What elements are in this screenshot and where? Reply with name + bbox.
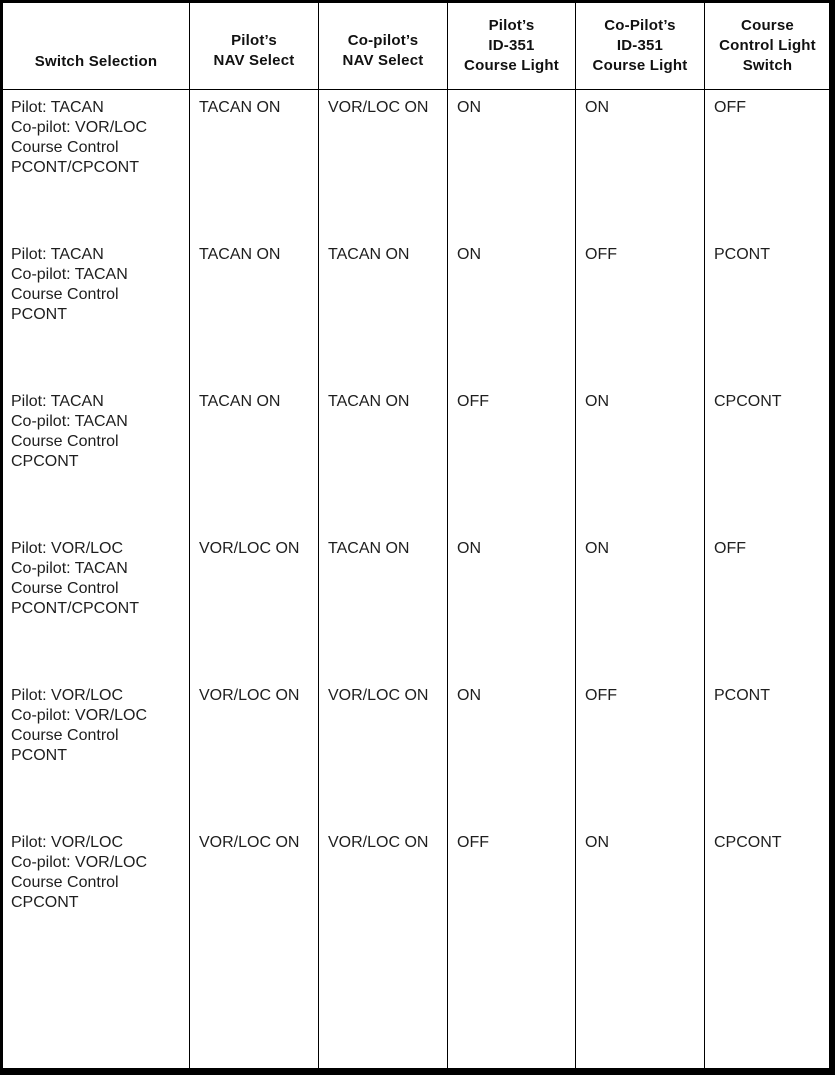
header-copilot-nav-select: Co-pilot’s NAV Select [319, 3, 448, 90]
header-course-control-light-switch: Course Control Light Switch [705, 3, 831, 90]
cell-pilot-light: ON [448, 531, 576, 678]
cell-copilot-nav: TACAN ON [319, 237, 448, 384]
cell-light-switch: CPCONT [705, 825, 831, 1069]
cell-pilot-nav: TACAN ON [190, 384, 319, 531]
cell-pilot-light: ON [448, 237, 576, 384]
cell-copilot-light: ON [576, 825, 705, 1069]
table-row [3, 531, 831, 678]
cell-pilot-nav: TACAN ON [190, 90, 319, 238]
cell-copilot-nav: TACAN ON [319, 384, 448, 531]
cell-copilot-nav: VOR/LOC ON [319, 825, 448, 1069]
cell-copilot-light: ON [576, 90, 705, 238]
table-row [3, 90, 831, 238]
cell-pilot-light: OFF [448, 825, 576, 1069]
cell-copilot-light: ON [576, 531, 705, 678]
cell-copilot-nav: VOR/LOC ON [319, 90, 448, 238]
cell-pilot-light: ON [448, 678, 576, 825]
cell-switch-selection: Pilot: VOR/LOC Co-pilot: VOR/LOC Course Control CPCONT [3, 825, 190, 1069]
header-pilot-course-light: Pilot’s ID-351 Course Light [448, 3, 576, 90]
cell-switch-selection: Pilot: VOR/LOC Co-pilot: TACAN Course Control PCONT/CPCONT [3, 531, 190, 678]
table-row [3, 825, 831, 1069]
cell-copilot-nav: VOR/LOC ON [319, 678, 448, 825]
cell-light-switch: PCONT [705, 237, 831, 384]
cell-switch-selection: Pilot: TACAN Co-pilot: TACAN Course Control CPCONT [3, 384, 190, 531]
cell-light-switch: CPCONT [705, 384, 831, 531]
cell-copilot-light: ON [576, 384, 705, 531]
table-header-row [3, 3, 831, 90]
cell-copilot-light: OFF [576, 237, 705, 384]
header-copilot-course-light: Co-Pilot’s ID-351 Course Light [576, 3, 705, 90]
header-pilot-nav-select: Pilot’s NAV Select [190, 3, 319, 90]
cell-copilot-nav: TACAN ON [319, 531, 448, 678]
table-row [3, 678, 831, 825]
cell-pilot-nav: VOR/LOC ON [190, 678, 319, 825]
cell-pilot-nav: VOR/LOC ON [190, 531, 319, 678]
cell-light-switch: OFF [705, 531, 831, 678]
header-switch-selection: Switch Selection [3, 3, 190, 90]
cell-switch-selection: Pilot: TACAN Co-pilot: TACAN Course Control PCONT [3, 237, 190, 384]
cell-pilot-nav: VOR/LOC ON [190, 825, 319, 1069]
document-page [2, 2, 830, 1069]
cell-pilot-light: ON [448, 90, 576, 238]
cell-light-switch: OFF [705, 90, 831, 238]
table-row [3, 237, 831, 384]
cell-switch-selection: Pilot: VOR/LOC Co-pilot: VOR/LOC Course Control PCONT [3, 678, 190, 825]
cell-pilot-nav: TACAN ON [190, 237, 319, 384]
switch-selection-table [2, 2, 831, 1069]
table-row [3, 384, 831, 531]
cell-light-switch: PCONT [705, 678, 831, 825]
cell-switch-selection: Pilot: TACAN Co-pilot: VOR/LOC Course Control PCONT/CPCONT [3, 90, 190, 238]
cell-copilot-light: OFF [576, 678, 705, 825]
cell-pilot-light: OFF [448, 384, 576, 531]
